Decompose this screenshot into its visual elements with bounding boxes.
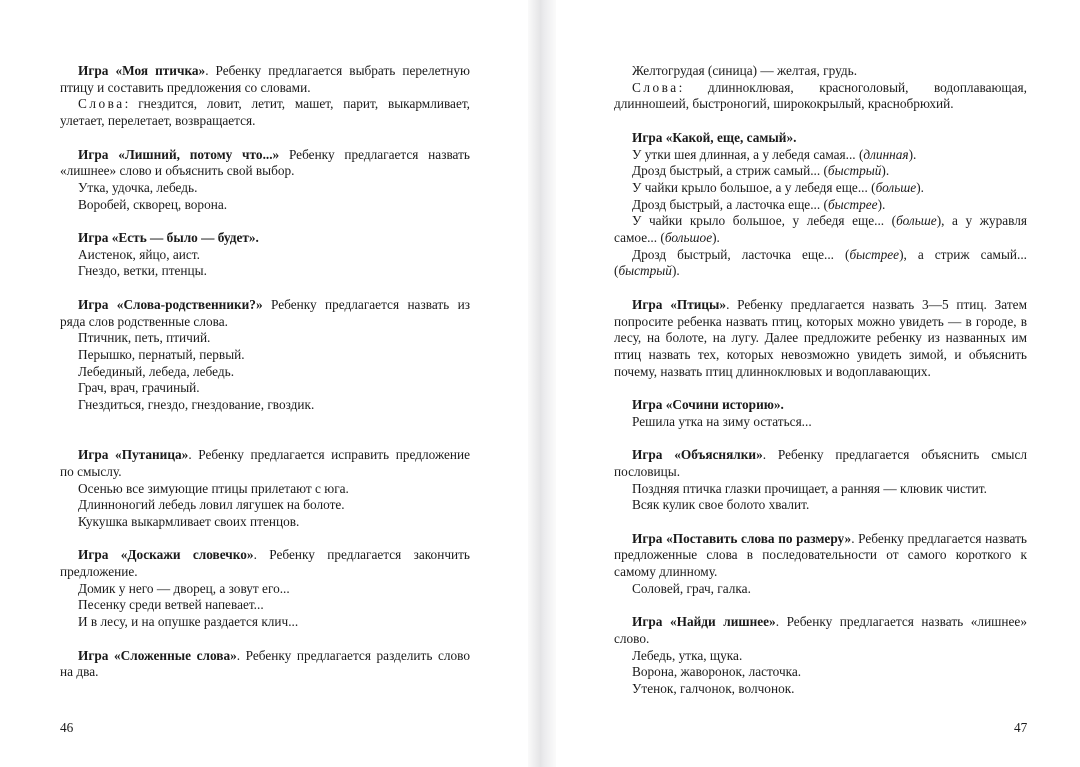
text-run: Дрозд быстрый, а ласточка еще... ( <box>632 196 828 212</box>
text-run: ). <box>908 146 917 162</box>
text-run: ). <box>916 179 924 195</box>
text-paragraph <box>60 197 470 214</box>
game-paragraph <box>60 297 470 330</box>
left-page-text <box>60 63 470 681</box>
game-title: Игра «Какой, еще, самый». <box>632 129 797 145</box>
answer-italic: большое <box>664 230 713 246</box>
answer-italic: больше <box>896 213 937 229</box>
text-run: : гнездится, ловит, летит, машет, парит, выкармливает, улетает, перелетает, возвращается. <box>60 96 470 129</box>
page-number-left: 46 <box>60 720 74 735</box>
text-paragraph <box>614 63 1027 80</box>
text-run: Решила утка на зиму остаться... <box>632 413 812 429</box>
text-paragraph <box>614 414 1027 431</box>
game-title: Игра «Объяснялки» <box>632 447 763 463</box>
text-paragraph <box>60 597 470 614</box>
game-paragraph <box>60 63 470 96</box>
answer-italic: длинная <box>863 146 909 162</box>
game-title: Игра «Найди лишнее» <box>632 614 776 630</box>
text-run: . Ребенку предлагается выбрать перелетную птицу и составить предложения со словами. <box>60 63 470 95</box>
text-run: Ребенку предлагается назвать «лишнее» слово и объяснить свой выбор. <box>60 146 470 179</box>
game-title: Игра «Доскажи словечко» <box>78 547 254 563</box>
text-paragraph <box>60 180 470 197</box>
text-run: Гнездиться, гнездо, гнездование, гвоздик. <box>78 397 315 413</box>
words-label: Слова <box>78 96 125 112</box>
text-run: . Ребенку предлагается закончить предложение. <box>60 547 470 580</box>
game-title: Игра «Сочини историю». <box>632 397 784 413</box>
answer-italic: быстрый <box>827 163 882 179</box>
game-paragraph <box>614 397 1027 414</box>
book-gutter <box>528 0 556 767</box>
answer-italic: быстрее <box>827 196 878 212</box>
text-run: . Ребенку предлагается разделить слово на два. <box>60 647 470 680</box>
text-paragraph <box>60 481 470 498</box>
text-run: : длинноклювая, красноголовый, водоплавающая, длинношеий, быстроногий, ширококрылый, краснобрюхий. <box>614 79 1027 112</box>
answer-italic: быстрее <box>849 246 900 262</box>
text-run: У чайки крыло большое, у лебедя еще... ( <box>632 213 897 229</box>
text-run: Гнездо, ветки, птенцы. <box>78 263 207 279</box>
text-run: Утенок, галчонок, волчонок. <box>632 680 795 696</box>
text-paragraph <box>60 96 470 129</box>
text-run: Поздняя птичка глазки прочищает, а ранняя — клювик чистит. <box>632 480 987 496</box>
text-run: Домик у него — дворец, а зовут его... <box>78 580 290 596</box>
text-run: . Ребенку предлагается назвать «лишнее» слово. <box>614 614 1027 646</box>
text-run: Лебедь, утка, щука. <box>632 647 743 663</box>
text-run: . Ребенку предлагается назвать предложенные слова в последовательности от самого короткого к самому длинному. <box>614 530 1027 580</box>
game-paragraph <box>614 297 1027 381</box>
text-run: Песенку среди ветвей напевает... <box>78 597 264 613</box>
game-paragraph <box>614 614 1027 647</box>
game-title: Игра «Поставить слова по размеру» <box>632 530 852 546</box>
text-run: . Ребенку предлагается назвать 3—5 птиц. Затем попросите ребенка назвать птиц, которых можно увидеть — в городе, в лесу, на болоте, на лугу. Далее предложите ребенку из названных им птиц назвать тех, которых невозможно увидеть зимой, и объяснить почему, назвать птиц длинноклювых и водоплавающих. <box>614 296 1027 379</box>
text-paragraph <box>60 247 470 264</box>
text-paragraph <box>614 180 1027 197</box>
text-run: ), а у журавля самое... ( <box>614 213 1027 246</box>
text-paragraph <box>60 364 470 381</box>
words-label: Слова <box>632 79 679 95</box>
game-title: Игра «Сложенные слова» <box>78 647 237 663</box>
page-number-right: 47 <box>1014 720 1028 735</box>
game-title: Игра «Есть — было — будет». <box>78 230 259 245</box>
text-run: ), а стриж самый... ( <box>614 246 1027 279</box>
text-run: Дрозд быстрый, а стриж самый... ( <box>632 163 828 179</box>
text-paragraph <box>614 197 1027 214</box>
game-title: Игра «Слова-родственники?» <box>78 296 263 312</box>
text-run: У утки шея длинная, а у лебедя самая... ( <box>632 146 864 162</box>
game-title: Игра «Путаница» <box>78 447 189 463</box>
text-paragraph <box>614 581 1027 598</box>
text-paragraph <box>60 263 470 280</box>
text-paragraph <box>60 397 470 414</box>
text-run: Лебединый, лебеда, лебедь. <box>78 363 235 379</box>
text-paragraph <box>614 147 1027 164</box>
game-paragraph <box>614 130 1027 147</box>
text-run: Ребенку предлагается назвать из ряда слов родственные слова. <box>60 296 470 329</box>
text-run: Желтогрудая (синица) — желтая, грудь. <box>632 63 858 78</box>
text-run: Дрозд быстрый, ласточка еще... ( <box>632 246 850 262</box>
text-run: Аистенок, яйцо, аист. <box>78 246 200 262</box>
game-title: Игра «Моя птичка» <box>78 63 206 78</box>
text-run: Длинноногий лебедь ловил лягушек на болоте. <box>78 497 345 513</box>
text-paragraph <box>614 497 1027 514</box>
text-run: У чайки крыло большое, а у лебедя еще... ( <box>632 179 876 195</box>
game-title: Игра «Птицы» <box>632 296 727 312</box>
text-run: . Ребенку предлагается исправить предложение по смыслу. <box>60 447 470 479</box>
text-run: ). <box>881 163 890 179</box>
text-paragraph <box>614 163 1027 180</box>
text-paragraph <box>614 681 1027 698</box>
text-run: И в лесу, и на опушке раздается клич... <box>78 614 299 630</box>
answer-italic: больше <box>875 179 917 195</box>
game-paragraph <box>60 447 470 480</box>
text-run: Грач, врач, грачиный. <box>78 380 200 396</box>
text-run: Воробей, скворец, ворона. <box>78 196 228 212</box>
game-paragraph <box>60 230 470 247</box>
game-title: Игра «Лишний, потому что...» <box>78 146 280 162</box>
text-run: ). <box>877 196 886 212</box>
game-paragraph <box>614 531 1027 581</box>
text-run: Ворона, жаворонок, ласточка. <box>632 664 802 680</box>
text-run: Утка, удочка, лебедь. <box>78 179 198 195</box>
text-paragraph <box>60 380 470 397</box>
text-run: Кукушка выкармливает своих птенцов. <box>78 513 300 529</box>
game-paragraph <box>614 447 1027 480</box>
text-paragraph <box>614 80 1027 113</box>
game-paragraph <box>60 648 470 681</box>
text-run: Соловей, грач, галка. <box>632 580 751 596</box>
text-paragraph <box>614 481 1027 498</box>
text-paragraph <box>60 614 470 631</box>
text-paragraph <box>614 247 1027 280</box>
text-run: Перышко, пернатый, первый. <box>78 346 245 362</box>
text-paragraph <box>60 497 470 514</box>
right-page-text <box>614 63 1027 698</box>
text-paragraph <box>614 213 1027 246</box>
text-run: Осенью все зимующие птицы прилетают с юга. <box>78 480 349 496</box>
text-run: . Ребенку предлагается объяснить смысл пословицы. <box>614 447 1027 479</box>
text-run: Птичник, петь, птичий. <box>78 330 211 346</box>
text-run: Всяк кулик свое болото хвалит. <box>632 497 810 513</box>
text-paragraph <box>614 648 1027 665</box>
text-paragraph <box>60 347 470 364</box>
game-paragraph <box>60 547 470 580</box>
text-paragraph <box>614 664 1027 681</box>
text-run: ). <box>712 230 720 246</box>
text-paragraph <box>60 330 470 347</box>
text-paragraph <box>60 581 470 598</box>
answer-italic: быстрый <box>618 263 672 279</box>
text-run: ). <box>671 263 680 279</box>
text-paragraph <box>60 514 470 531</box>
game-paragraph <box>60 147 470 180</box>
